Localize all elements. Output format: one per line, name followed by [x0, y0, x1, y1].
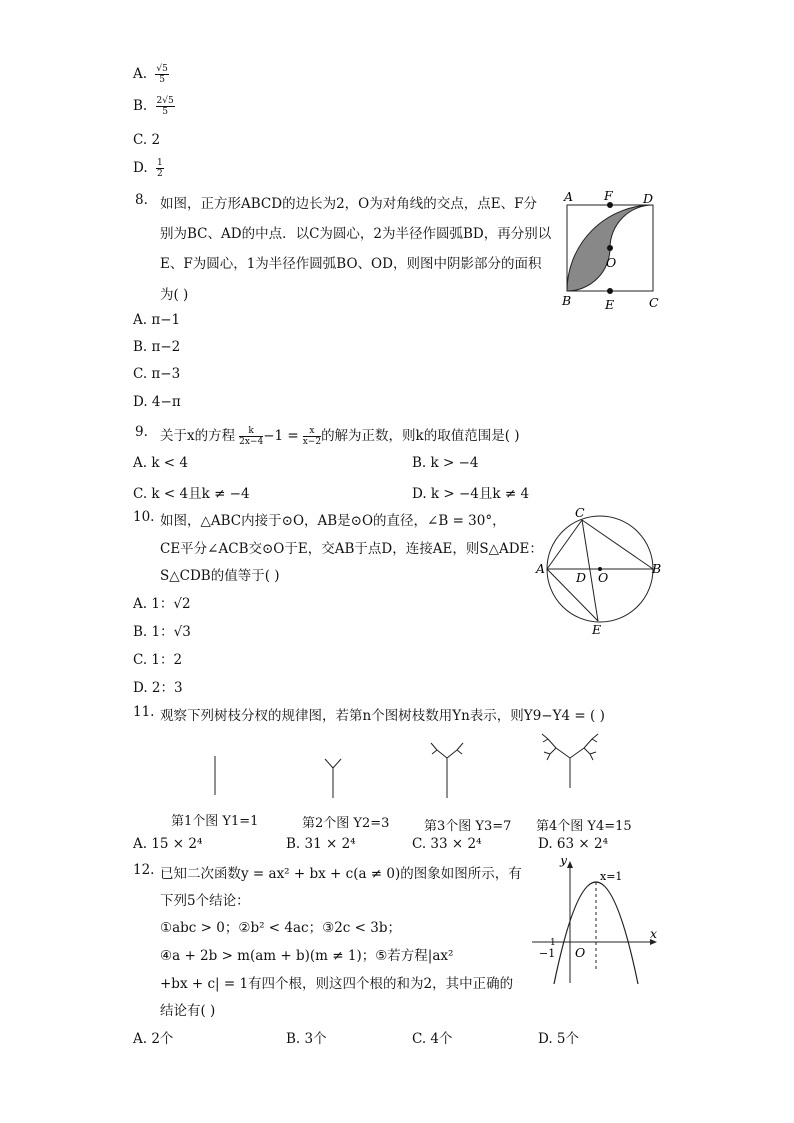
q8-option-d[interactable]: D. 4−π [133, 394, 181, 410]
q7-option-a-label: A. [133, 66, 148, 82]
q11-option-b[interactable]: B. 31 × 2⁴ [286, 836, 356, 852]
q8-option-a[interactable]: A. π−1 [133, 312, 181, 328]
q7-option-c[interactable]: C. 2 [133, 132, 161, 148]
q12-parabola-figure [530, 858, 662, 988]
q10-option-b[interactable]: B. 1：√3 [133, 624, 191, 640]
q7-option-a[interactable] [133, 64, 169, 85]
q12-text-line6: 结论有( ) [160, 1003, 216, 1019]
label-origin: O [575, 945, 586, 960]
q10-option-d[interactable]: D. 2：3 [133, 680, 183, 696]
label-neg-1: −1 [539, 947, 556, 960]
label-x-equals-1: x=1 [600, 870, 623, 883]
label-d: D [576, 570, 587, 585]
q10-number: 10. [133, 509, 155, 525]
q9-option-a[interactable]: A. k < 4 [133, 455, 188, 471]
q11-caption-1: 第1个图 Y1=1 [171, 814, 259, 829]
label-b: B [652, 561, 662, 576]
q12-text-line5: +bx + c| = 1有四个根，则这四个根的和为2，其中正确的 [160, 976, 514, 992]
q12-option-b[interactable]: B. 3个 [286, 1031, 327, 1047]
q8-option-c[interactable]: C. π−3 [133, 366, 181, 382]
label-b: B [562, 293, 572, 308]
label-y: y [560, 858, 568, 867]
point-e [607, 288, 613, 294]
q11-option-a[interactable]: A. 15 × 2⁴ [133, 836, 203, 852]
q10-option-c[interactable]: C. 1：2 [133, 652, 183, 668]
q10-option-a[interactable]: A. 1：√2 [133, 596, 191, 612]
segment-cb [582, 520, 653, 569]
q9-option-b[interactable]: B. k > −4 [412, 455, 479, 471]
q7-option-a-fraction: $\frac{√5}{5}$ [156, 64, 168, 85]
q7-option-d[interactable]: D. $\frac{1}{2}$ [133, 158, 163, 179]
q12-option-a[interactable]: A. 2个 [133, 1031, 174, 1047]
label-o: O [606, 255, 617, 270]
q11-text: 观察下列树枝分杈的规律图，若第n个图树枝数用Yn表示，则Y9−Y4 = ( ) [160, 708, 605, 724]
q10-figure [530, 503, 665, 638]
label-f: F [604, 188, 613, 203]
tree4 [542, 734, 598, 788]
label-one: 1 [550, 938, 556, 948]
q9-text: 关于x的方程 $\frac{k}{2x-4}$ −1 = $\frac{x}{x-2}$ 的解为正数，则k的取值范围是( ) [160, 426, 520, 447]
q12-text-line4: ④a + 2b > m(am + b)(m ≠ 1)；⑤若方程|ax² [160, 948, 454, 964]
q11-number: 11. [133, 704, 155, 720]
q8-text-line4: 为( ) [160, 287, 189, 303]
q9-option-c[interactable]: C. k < 4且k ≠ −4 [133, 486, 250, 502]
point-o [607, 245, 613, 251]
q9-fraction-1: $\frac{k}{2x-4}$ [239, 426, 264, 447]
q12-option-d[interactable]: D. 5个 [538, 1031, 580, 1047]
q12-text-line3: ①abc > 0；②b² < 4ac；③2c < 3b； [160, 920, 401, 936]
q11-caption-2: 第2个图 Y2=3 [302, 816, 390, 831]
label-a: A [564, 189, 574, 204]
q11-option-c[interactable]: C. 33 × 2⁴ [412, 836, 482, 852]
q11-tree-figures [150, 728, 620, 808]
q10-text-line2: CE平分∠ACB交⊙O于E，交AB于点D，连接AE，则S△ADE： [160, 541, 543, 557]
segment-ae [547, 569, 598, 621]
q8-number: 8. [135, 192, 148, 208]
q8-text-line2: 别为BC、AD的中点．以C为圆心，2为半径作圆弧BD，再分别以 [160, 226, 552, 242]
q10-text-line3: S△CDB的值等于( ) [160, 568, 280, 584]
label-e: E [605, 297, 615, 312]
q7-option-d-fraction: $\frac{1}{2}$ [156, 158, 163, 179]
q12-number: 12. [133, 862, 155, 878]
q8-text-line3: E、F为圆心，1为半径作圆弧BO、OD，则图中阴影部分的面积 [160, 256, 542, 272]
label-e: E [592, 622, 602, 637]
q12-text-line1: 已知二次函数y = ax² + bx + c(a ≠ 0)的图象如图所示，有 [160, 866, 522, 882]
q11-caption-4: 第4个图 Y4=15 [536, 819, 632, 834]
q7-option-b-label: B. [133, 98, 148, 114]
q7-option-b-fraction: $\frac{2√5}{5}$ [156, 96, 174, 117]
q9-option-d[interactable]: D. k > −4且k ≠ 4 [412, 486, 530, 502]
q12-option-c[interactable]: C. 4个 [412, 1031, 453, 1047]
label-d: D [643, 191, 654, 206]
tree3 [431, 743, 463, 798]
q12-text-line2: 下列5个结论： [160, 893, 250, 909]
label-x: x [650, 926, 658, 941]
label-c: C [575, 505, 585, 520]
q7-option-b[interactable] [133, 96, 175, 117]
q9-fraction-2: $\frac{x}{x-2}$ [302, 426, 322, 447]
y-axis-arrow [567, 861, 573, 868]
q8-option-b[interactable]: B. π−2 [133, 339, 181, 355]
q9-number: 9. [135, 424, 148, 440]
q11-option-d[interactable]: D. 63 × 2⁴ [538, 836, 608, 852]
q8-text-line1: 如图，正方形ABCD的边长为2，O为对角线的交点，点E、F分 [160, 196, 537, 212]
label-o: O [598, 570, 609, 585]
q11-caption-3: 第3个图 Y3=7 [424, 819, 512, 834]
label-c: C [649, 295, 659, 310]
segment-ac [547, 520, 582, 569]
label-a: A [536, 561, 546, 576]
q8-figure [560, 188, 665, 313]
q10-text-line1: 如图，△ABC内接于⊙O，AB是⊙O的直径，∠B = 30°， [160, 513, 506, 529]
tree2 [325, 759, 341, 798]
